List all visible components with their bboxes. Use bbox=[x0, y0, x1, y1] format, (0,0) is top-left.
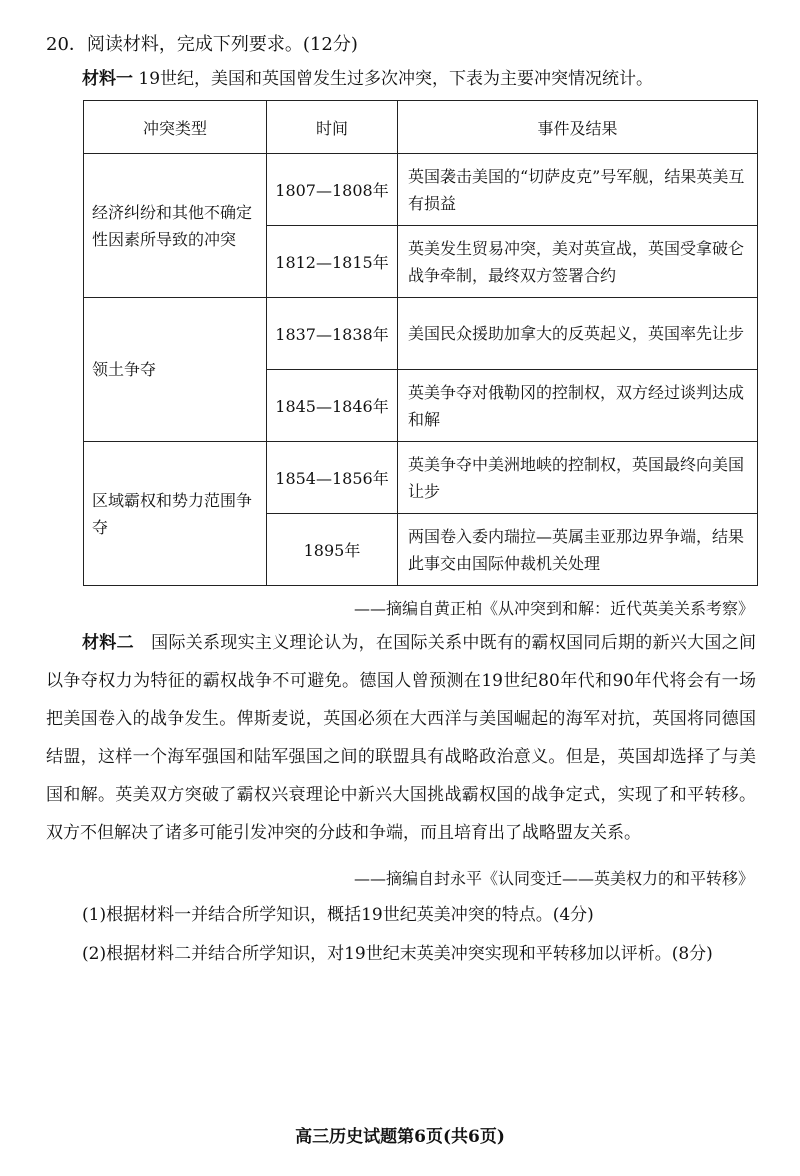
conflict-time: 1895年 bbox=[267, 514, 398, 586]
table-row bbox=[84, 154, 758, 226]
material1-source: ——摘编自黄正柏《从冲突到和解：近代英美关系考察》 bbox=[353, 599, 754, 618]
conflict-type: 领土争夺 bbox=[84, 298, 267, 442]
material1-intro-text: 19世纪，美国和英国曾发生过多次冲突，下表为主要冲突情况统计。 bbox=[138, 69, 654, 89]
header-time: 时间 bbox=[267, 101, 398, 154]
conflict-time: 1812—1815年 bbox=[267, 226, 398, 298]
question-title: 20．阅读材料，完成下列要求。(12分) bbox=[46, 34, 358, 55]
material2-paragraph bbox=[46, 624, 756, 852]
header-event: 事件及结果 bbox=[398, 101, 758, 154]
conflict-type: 区域霸权和势力范围争夺 bbox=[84, 442, 267, 586]
subquestion-2: (2)根据材料二并结合所学知识，对19世纪末英美冲突实现和平转移加以评析。(8分) bbox=[82, 944, 713, 964]
subquestion-1: (1)根据材料一并结合所学知识，概括19世纪英美冲突的特点。(4分) bbox=[82, 905, 594, 925]
material2-label: 材料二 bbox=[82, 633, 134, 653]
conflict-event: 英美发生贸易冲突，美对英宣战，英国受拿破仑战争牵制，最终双方签署合约 bbox=[398, 226, 758, 298]
material1-label: 材料一 bbox=[82, 69, 133, 89]
conflict-event: 两国卷入委内瑞拉—英属圭亚那边界争端，结果此事交由国际仲裁机关处理 bbox=[398, 514, 758, 586]
conflict-event: 美国民众援助加拿大的反英起义，英国率先让步 bbox=[398, 298, 758, 370]
conflict-time: 1807—1808年 bbox=[267, 154, 398, 226]
conflict-type: 经济纠纷和其他不确定性因素所导致的冲突 bbox=[84, 154, 267, 298]
conflict-table bbox=[83, 100, 758, 586]
header-type: 冲突类型 bbox=[84, 101, 267, 154]
conflict-event: 英美争夺对俄勒冈的控制权，双方经过谈判达成和解 bbox=[398, 370, 758, 442]
conflict-event: 英国袭击美国的“切萨皮克”号军舰，结果英美互有损益 bbox=[398, 154, 758, 226]
conflict-time: 1854—1856年 bbox=[267, 442, 398, 514]
conflict-time: 1845—1846年 bbox=[267, 370, 398, 442]
page-footer: 高三历史试题第6页(共6页) bbox=[295, 1127, 505, 1147]
table-header-row bbox=[84, 101, 758, 154]
material2-text: 国际关系现实主义理论认为，在国际关系中既有的霸权国同后期的新兴大国之间以争夺权力为特征的霸权战争不可避免。德国人曾预测在19世纪80年代和90年代将会有一场把美国卷入的战争发生。俾斯麦说，英国必须在大西洋与美国崛起的海军对抗，英国将同德国结盟，这样一个海军强国和陆军强国之间的联盟具有战略政治意义。但是，英国却选择了与美国和解。英美双方突破了霸权兴衰理论中新兴大国挑战霸权国的战争定式，实现了和平转移。双方不但解决了诸多可能引发冲突的分歧和争端，而且培育出了战略盟友关系。 bbox=[46, 633, 757, 843]
material2-source: ——摘编自封永平《认同变迁——英美权力的和平转移》 bbox=[353, 869, 754, 888]
material1-intro bbox=[82, 64, 653, 89]
conflict-event: 英美争夺中美洲地峡的控制权，英国最终向美国让步 bbox=[398, 442, 758, 514]
table-row bbox=[84, 298, 758, 370]
table-row bbox=[84, 442, 758, 514]
conflict-time: 1837—1838年 bbox=[267, 298, 398, 370]
